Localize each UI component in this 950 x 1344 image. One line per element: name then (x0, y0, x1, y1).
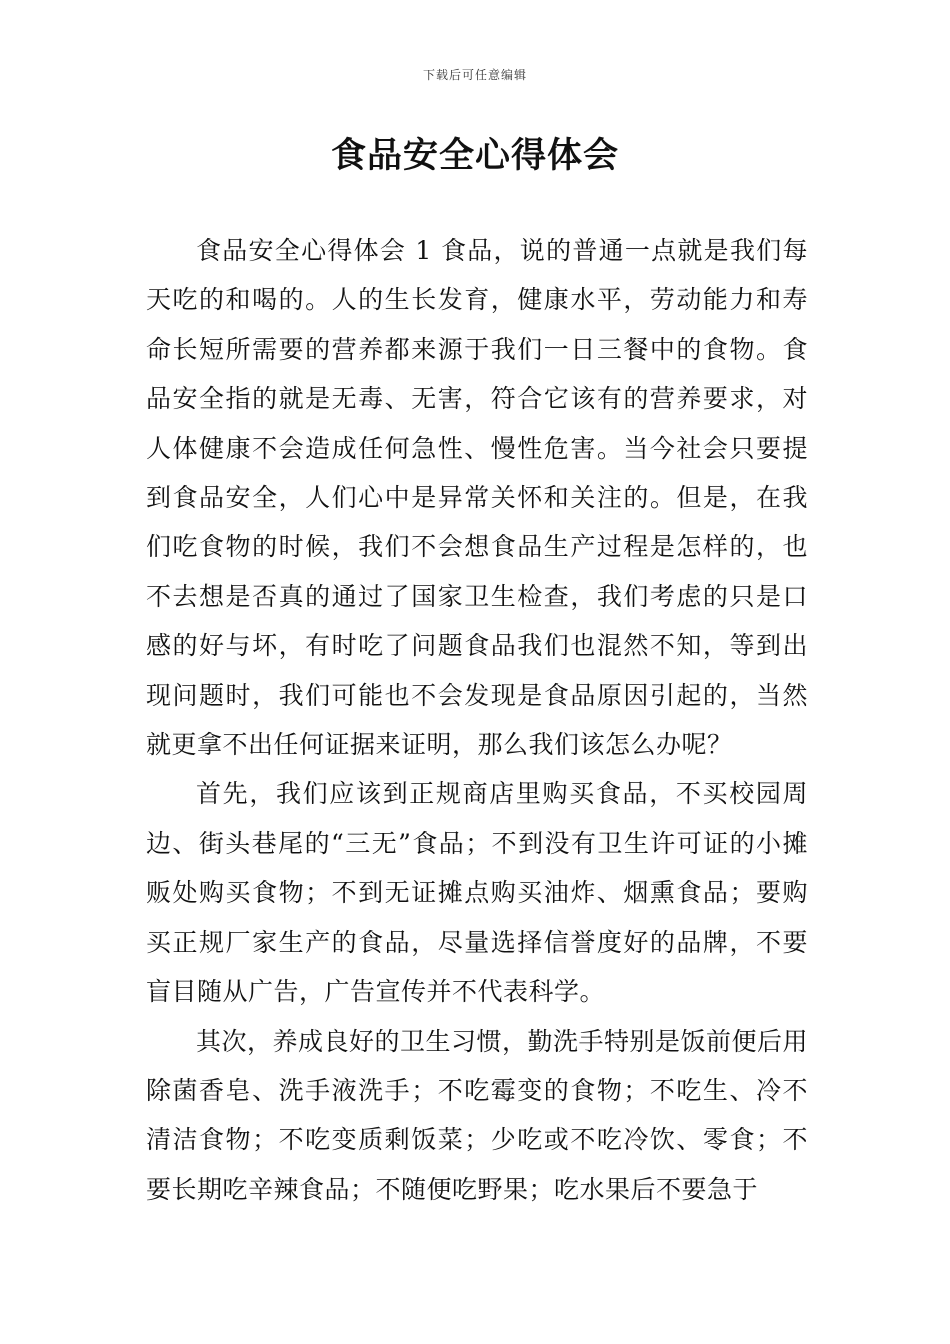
document-title: 食品安全心得体会 (330, 135, 619, 176)
paragraph-intro: 食品安全心得体会 1 食品，说的普通一点就是我们每天吃的和喝的。人的生长发育，健康水平，劳动能力和寿命长短所需要的营养都来源于我们一日三餐中的食物。食品安全指的就是无毒、无害，符合它该有的营养要求，对人体健康不会造成任何急性、慢性危害。当今社会只要提到食品安全，人们心中是异常关怀和关注的。但是，在我们吃食物的时候，我们不会想食品生产过程是怎样的，也不去想是否真的通过了国家卫生检查，我们考虑的只是口感的好与坏，有时吃了问题食品我们也混然不知，等到出现问题时，我们可能也不会发现是食品原因引起的，当然就更拿不出任何证据来证明，那么我们该怎么办呢？ (146, 236, 808, 760)
paragraph-first-point: 首先，我们应该到正规商店里购买食品，不买校园周边、街头巷尾的“三无”食品；不到没有卫生许可证的小摊贩处购买食物；不到无证摊点购买油炸、烟熏食品；要购买正规厂家生产的食品，尽量选择信誉度好的品牌，不要盲目随从广告，广告宣传并不代表科学。 (146, 779, 808, 1007)
document-body (146, 226, 808, 1214)
header-note: 下载后可任意编辑 (422, 68, 527, 82)
paragraph-second-point: 其次，养成良好的卫生习惯，勤洗手特别是饭前便后用除菌香皂、洗手液洗手；不吃霉变的食物；不吃生、冷不清洁食物；不吃变质剩饭菜；少吃或不吃冷饮、零食；不要长期吃辛辣食品；不随便吃野果；吃水果后不要急于 (146, 1026, 809, 1204)
